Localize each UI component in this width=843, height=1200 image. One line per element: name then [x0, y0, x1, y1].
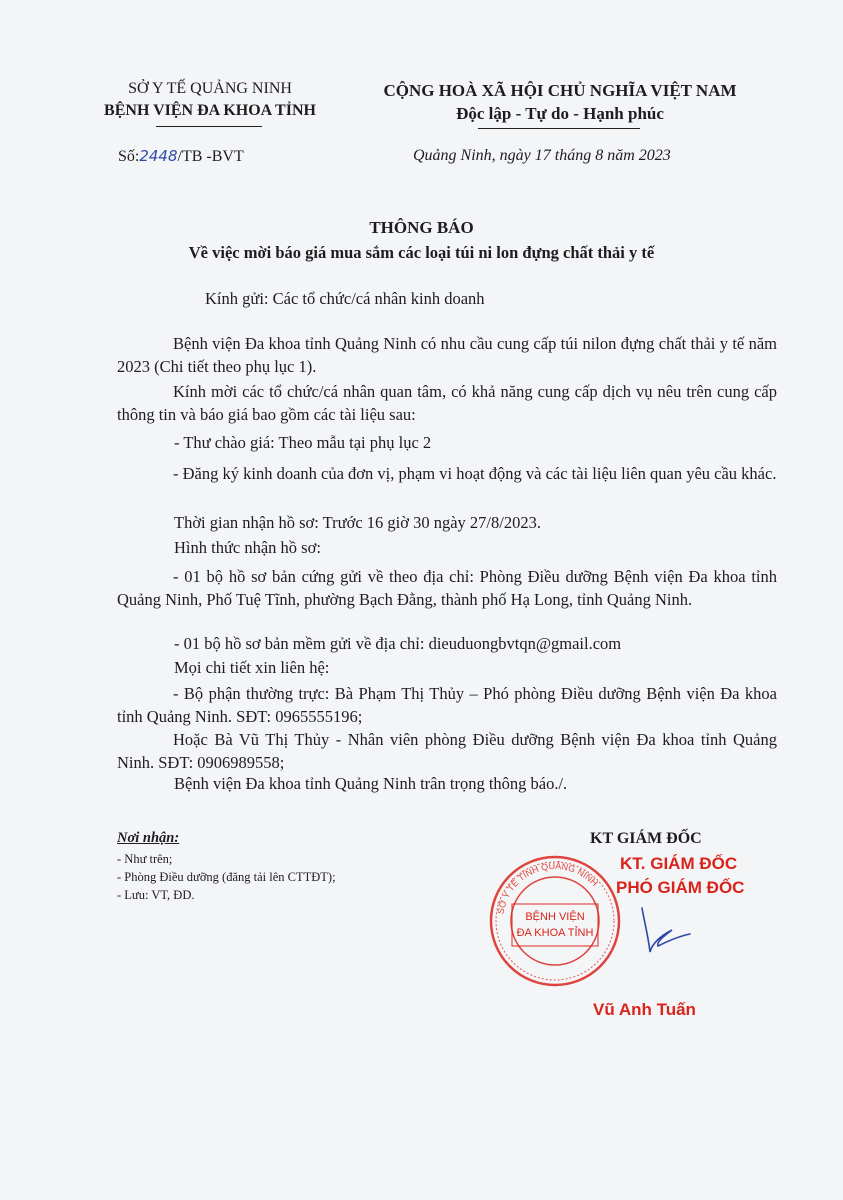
- paragraph-invitation: Kính mời các tổ chức/cá nhân quan tâm, có khả năng cung cấp dịch vụ nêu trên cung cấp thông tin và báo giá bao gồm các tài liệu sau:: [117, 382, 777, 424]
- issuer-underline: [156, 126, 262, 127]
- greeting: Kính gửi: Các tổ chức/cá nhân kinh doanh: [205, 289, 485, 308]
- paragraph-contact-2: Hoặc Bà Vũ Thị Thủy - Nhân viên phòng Điều dưỡng Bệnh viện Đa khoa tỉnh Quảng Ninh. SĐT: 0906989558;: [117, 730, 777, 772]
- paragraph-contact-intro: Mọi chi tiết xin liên hệ:: [174, 658, 330, 677]
- official-seal-icon: [486, 852, 624, 990]
- recipients-heading: Nơi nhận:: [117, 830, 180, 846]
- paragraph-submission-method: Hình thức nhận hồ sơ:: [174, 538, 321, 557]
- paragraph-hard-copy: - 01 bộ hồ sơ bản cứng gửi về theo địa chỉ: Phòng Điều dưỡng Bệnh viện Đa khoa tỉnh Quảng Ninh, Phố Tuệ Tĩnh, phường Bạch Đằng, thành phố Hạ Long, tỉnh Quảng Ninh.: [117, 567, 777, 609]
- paragraph-deadline: Thời gian nhận hồ sơ: Trước 16 giờ 30 ngày 27/8/2023.: [174, 513, 541, 532]
- paragraph-need: Bệnh viện Đa khoa tỉnh Quảng Ninh có nhu cầu cung cấp túi nilon đựng chất thải y tế năm 2023 (Chi tiết theo phụ lục 1).: [117, 334, 777, 376]
- seal-inner-line2: ĐA KHOA TỈNH: [516, 927, 594, 939]
- seal-inner-line1: BỆNH VIỆN: [525, 911, 585, 923]
- signature-title: KT GIÁM ĐỐC: [590, 830, 702, 847]
- document-subtitle: Về việc mời báo giá mua sắm các loại túi ni lon đựng chất thải y tế: [188, 243, 655, 262]
- national-motto: Độc lập - Tự do - Hạnh phúc: [456, 104, 664, 123]
- national-title: CỘNG HOÀ XÃ HỘI CHỦ NGHĨA VIỆT NAM: [383, 81, 737, 100]
- paragraph-soft-copy: - 01 bộ hồ sơ bản mềm gửi về địa chỉ: dieuduongbvtqn@gmail.com: [174, 634, 622, 653]
- doc-number-prefix: Số:: [118, 148, 140, 165]
- recipient-item: - Phòng Điều dưỡng (đăng tải lên CTTĐT);: [117, 870, 336, 884]
- paragraph-contact-1: - Bộ phận thường trực: Bà Phạm Thị Thủy – Phó phòng Điều dưỡng Bệnh viện Đa khoa tỉnh Quảng Ninh. SĐT: 0965555196;: [117, 684, 777, 726]
- paragraph-closing: Bệnh viện Đa khoa tỉnh Quảng Ninh trân trọng thông báo./.: [174, 774, 568, 793]
- doc-number-handwritten: 2448: [139, 147, 178, 165]
- issue-date: Quảng Ninh, ngày 17 tháng 8 năm 2023: [413, 147, 671, 164]
- stamped-title-line1: KT. GIÁM ĐỐC: [620, 854, 738, 873]
- handwritten-signature-icon: [620, 900, 710, 970]
- document-title: THÔNG BÁO: [369, 218, 474, 237]
- document-number: [118, 147, 244, 166]
- signer-name: Vũ Anh Tuấn: [593, 1000, 696, 1019]
- issuer-authority: SỞ Y TẾ QUẢNG NINH: [128, 80, 292, 97]
- recipient-item: - Như trên;: [117, 852, 173, 866]
- recipient-item: - Lưu: VT, ĐD.: [117, 888, 195, 902]
- paragraph-quote-letter: - Thư chào giá: Theo mẫu tại phụ lục 2: [174, 433, 432, 452]
- stamped-title-line2: PHÓ GIÁM ĐỐC: [616, 878, 745, 897]
- seal-ring-text: SỞ Y TẾ TỈNH QUẢNG NINH: [495, 860, 600, 915]
- issuer-hospital: BỆNH VIỆN ĐA KHOA TỈNH: [104, 102, 316, 119]
- motto-underline: [478, 128, 640, 129]
- doc-number-suffix: /TB -BVT: [177, 148, 244, 165]
- paragraph-business-registration: - Đăng ký kinh doanh của đơn vị, phạm vi hoạt động và các tài liệu liên quan yêu cầu khác.: [173, 464, 777, 483]
